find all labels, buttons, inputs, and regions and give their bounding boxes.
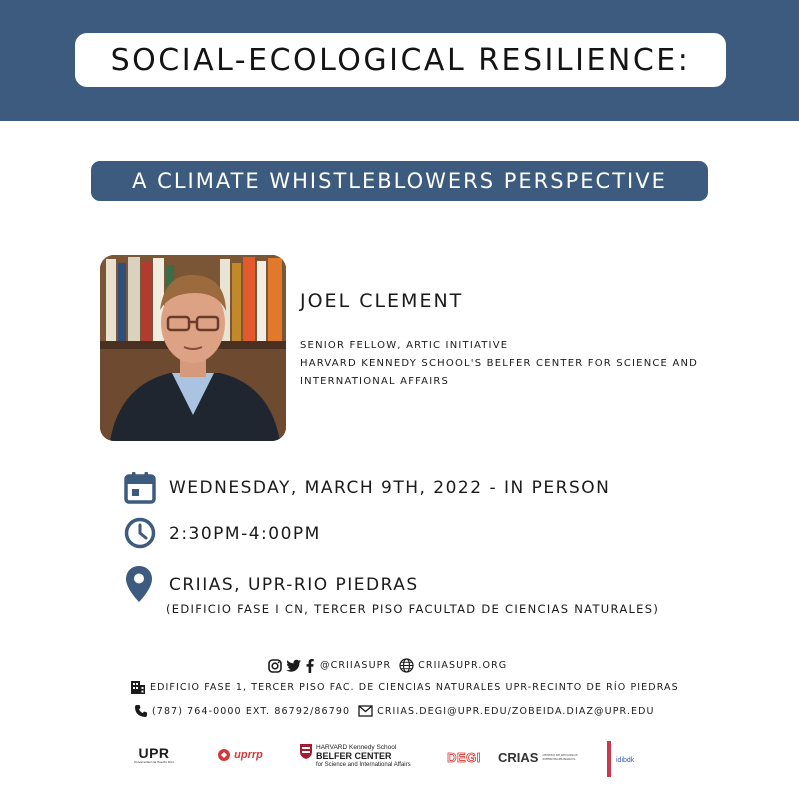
website-link[interactable]: CRIIASUPR.ORG	[418, 660, 508, 671]
upr-logo: UPR Universidad de Puerto Rico	[133, 744, 175, 764]
harvard-shield-icon	[299, 743, 313, 760]
mail-icon	[358, 705, 373, 717]
location-pin-icon	[125, 565, 153, 603]
idi-logo: idibdk	[605, 741, 639, 779]
criias-logo: CRIAS CENTRO DE RECURSOS INTERDISCIPLINARIOS	[498, 749, 578, 765]
event-location: CRIIAS, UPR-RIO PIEDRAS	[169, 575, 419, 595]
phone-number[interactable]: (787) 764-0000 EXT. 86792/86790	[152, 705, 351, 717]
social-row	[268, 658, 507, 673]
speaker-role-line-2: HARVARD KENNEDY SCHOOL'S BELFER CENTER FOR SCIENCE AND	[300, 358, 699, 369]
facebook-icon[interactable]	[306, 659, 314, 673]
event-location-detail: (EDIFICIO FASE I CN, TERCER PISO FACULTAD DE CIENCIAS NATURALES)	[166, 602, 660, 616]
phone-email-row	[134, 704, 655, 718]
speaker-role-line-1: SENIOR FELLOW, ARTIC INITIATIVE	[300, 340, 509, 351]
address-row	[130, 680, 679, 695]
email-address[interactable]: CRIIAS.DEGI@UPR.EDU/ZOBEIDA.DIAZ@UPR.EDU	[377, 705, 655, 717]
harvard-belfer-logo: HARVARD Kennedy School BELFER CENTER for Science and International Affairs	[299, 743, 429, 775]
building-icon	[130, 680, 146, 695]
event-subtitle: A CLIMATE WHISTLEBLOWERS PERSPECTIVE	[91, 161, 708, 201]
clock-icon	[124, 517, 156, 549]
uprrp-logo: uprrp	[208, 746, 272, 764]
event-title: SOCIAL-ECOLOGICAL RESILIENCE:	[75, 33, 726, 87]
address-text: EDIFICIO FASE 1, TERCER PISO FAC. DE CIENCIAS NATURALES UPR-RECINTO DE RÍO PIEDRAS	[150, 682, 679, 693]
idi-bar-icon	[605, 741, 615, 777]
social-handle[interactable]: @CRIIASUPR	[320, 660, 392, 671]
degi-logo: DEGI	[447, 749, 481, 765]
event-date: WEDNESDAY, MARCH 9TH, 2022 - IN PERSON	[169, 478, 611, 498]
uprrp-seal-icon	[217, 748, 231, 762]
calendar-icon	[124, 471, 156, 504]
twitter-icon[interactable]	[286, 659, 302, 673]
instagram-icon[interactable]	[268, 659, 282, 673]
speaker-role-line-3: INTERNATIONAL AFFAIRS	[300, 376, 450, 387]
globe-icon	[399, 658, 414, 673]
speaker-name: JOEL CLEMENT	[300, 290, 464, 312]
speaker-photo	[100, 255, 286, 441]
event-time: 2:30PM-4:00PM	[169, 524, 321, 544]
phone-icon	[134, 704, 148, 718]
